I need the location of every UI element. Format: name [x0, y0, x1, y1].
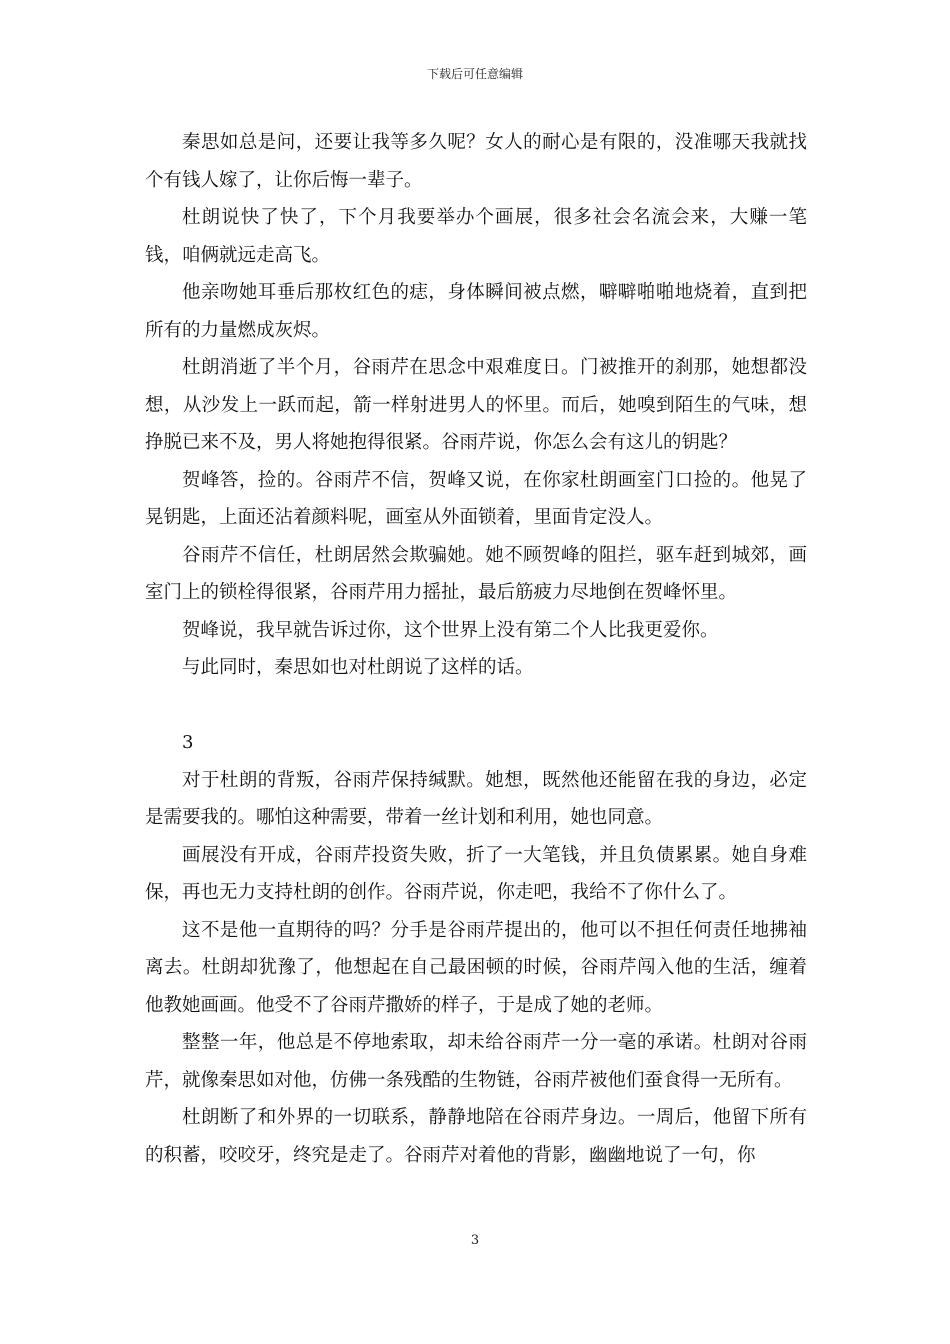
section-gap: [145, 687, 807, 725]
paragraph: 杜朗说快了快了，下个月我要举办个画展，很多社会名流会来，大赚一笔钱，咱俩就远走高飞。: [145, 207, 807, 266]
paragraph: 整整一年，他总是不停地索取，却未给谷雨芹一分一毫的承诺。杜朗对谷雨芹，就像秦思如对他，仿佛一条残酷的生物链，谷雨芹被他们蚕食得一无所有。: [145, 1032, 807, 1091]
page-number: 3: [470, 1233, 480, 1248]
paragraph: 贺峰答，捡的。谷雨芹不信，贺峰又说，在你家杜朗画室门口捡的。他晃了晃钥匙，上面还沾着颜料呢，画室从外面锁着，里面肯定没人。: [145, 469, 807, 528]
paragraph: 杜朗消逝了半个月，谷雨芹在思念中艰难度日。门被推开的刹那，她想都没想，从沙发上一跃而起，箭一样射进男人的怀里。而后，她嗅到陌生的气味，想挣脱已来不及，男人将她抱得很紧。谷雨芹说，你怎么会有这儿的钥匙？: [145, 357, 807, 453]
paragraph: 谷雨芹不信任，杜朗居然会欺骗她。她不顾贺峰的阻拦，驱车赶到城郊，画室门上的锁栓得很紧，谷雨芹用力摇扯，最后筋疲力尽地倒在贺峰怀里。: [145, 544, 807, 603]
document-body: [145, 124, 807, 1174]
paragraph: 对于杜朗的背叛，谷雨芹保持缄默。她想，既然他还能留在我的身边，必定是需要我的。哪怕这种需要，带着一丝计划和利用，她也同意。: [145, 769, 807, 828]
paragraph: 这不是他一直期待的吗？分手是谷雨芹提出的，他可以不担任何责任地拂袖离去。杜朗却犹豫了，他想起在自己最困顿的时候，谷雨芹闯入他的生活，缠着他教她画画。他受不了谷雨芹撒娇的样子，于是成了她的老师。: [145, 919, 807, 1016]
paragraph: 贺峰说，我早就告诉过你，这个世界上没有第二个人比我更爱你。: [182, 619, 719, 641]
paragraph: 秦思如总是问，还要让我等多久呢？女人的耐心是有限的，没准哪天我就找个有钱人嫁了，让你后悔一辈子。: [145, 132, 807, 191]
section-number: 3: [182, 732, 194, 753]
paragraph: 他亲吻她耳垂后那枚红色的痣，身体瞬间被点燃，噼噼啪啪地烧着，直到把所有的力量燃成灰烬。: [145, 282, 807, 341]
paragraph: 画展没有开成，谷雨芹投资失败，折了一大笔钱，并且负债累累。她自身难保，再也无力支持杜朗的创作。谷雨芹说，你走吧，我给不了你什么了。: [145, 844, 807, 903]
paragraph: 与此同时，秦思如也对杜朗说了这样的话。: [182, 657, 534, 678]
paragraph: 杜朗断了和外界的一切联系，静静地陪在谷雨芹身边。一周后，他留下所有的积蓄，咬咬牙，终究是走了。谷雨芹对着他的背影，幽幽地说了一句，你: [145, 1107, 807, 1166]
page-header: 下载后可任意编辑: [426, 67, 523, 81]
